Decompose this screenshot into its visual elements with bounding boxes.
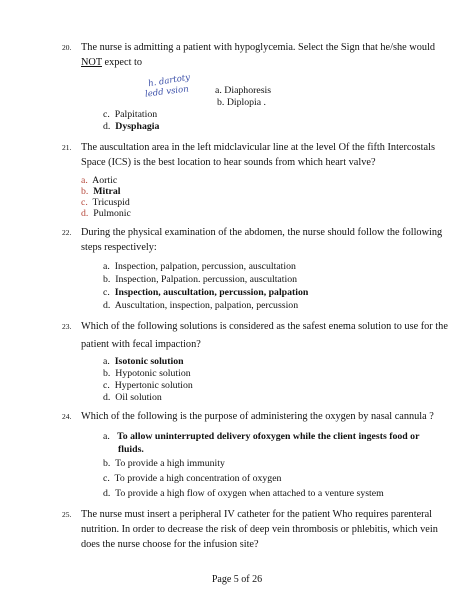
question-text: NOT expect to [81, 57, 143, 68]
option-d: d. Auscultation, inspection, palpation, percussion [103, 300, 299, 311]
option-d: d. Dysphagia [103, 121, 160, 132]
option-a: a. Isotonic solution [103, 356, 184, 367]
option-c: c. Hypertonic solution [103, 380, 193, 391]
question-number: 20. [62, 43, 72, 52]
question-number: 24. [62, 412, 72, 421]
question-text: steps respectively: [81, 242, 157, 253]
question-text: The nurse is admitting a patient with hypoglycemia. Select the Sign that he/she would [81, 42, 436, 53]
question-text: does the nurse choose for the infusion site? [81, 539, 259, 550]
emphasis-not: NOT [81, 57, 102, 68]
option-b: b. Hypotonic solution [103, 368, 191, 379]
option-a: a. Inspection, palpation, percussion, auscultation [103, 261, 296, 272]
handwritten-note: h. dartoty [147, 72, 191, 90]
question-text: Which of the following solutions is considered as the safest enema solution to use for the [81, 321, 448, 332]
option-c: c. Palpitation [103, 109, 158, 120]
option-c: c. Tricuspid [81, 197, 130, 208]
question-text: Space (ICS) is the best location to hear sounds from which heart valve? [81, 157, 376, 168]
option-c: c. Inspection, auscultation, percussion, palpation [103, 287, 309, 298]
question-number: 23. [62, 322, 72, 331]
option-a: a. Aortic [81, 175, 118, 186]
option-c: c. To provide a high concentration of oxygen [103, 473, 282, 484]
question-number: 21. [62, 143, 72, 152]
question-text: The auscultation area in the left midclavicular line at the level Of the fifth Intercostals [81, 142, 435, 153]
option-b: b. Mitral [81, 186, 121, 197]
option-d: d. To provide a high flow of oxygen when attached to a venture system [103, 488, 384, 499]
question-text: Which of the following is the purpose of administering the oxygen by nasal cannula ? [81, 411, 434, 422]
option-b: b. Inspection, Palpation. percussion, auscultation [103, 274, 298, 285]
option-b: b. Diplopia . [217, 97, 266, 108]
option-d: d. Pulmonic [81, 208, 131, 219]
question-number: 22. [62, 228, 72, 237]
option-a: a. To allow uninterrupted delivery ofoxygen while the client ingests food or [103, 431, 420, 442]
option-a: a. Diaphoresis [215, 85, 272, 96]
option-d: d. Oil solution [103, 392, 162, 403]
question-text: During the physical examination of the abdomen, the nurse should follow the following [81, 227, 443, 238]
question-text: patient with fecal impaction? [81, 339, 201, 350]
page-number: Page 5 of 26 [211, 574, 263, 585]
question-number: 25. [62, 510, 72, 519]
handwritten-note: ledd vsion [144, 84, 190, 100]
question-text: nutrition. In order to decrease the risk of deep vein thrombosis or phlebitis, which vein [81, 524, 438, 535]
question-text: The nurse must insert a peripheral IV catheter for the patient Who requires parenteral [81, 509, 432, 520]
option-a-continuation: fluids. [118, 444, 144, 455]
option-b: b. To provide a high immunity [103, 458, 225, 469]
